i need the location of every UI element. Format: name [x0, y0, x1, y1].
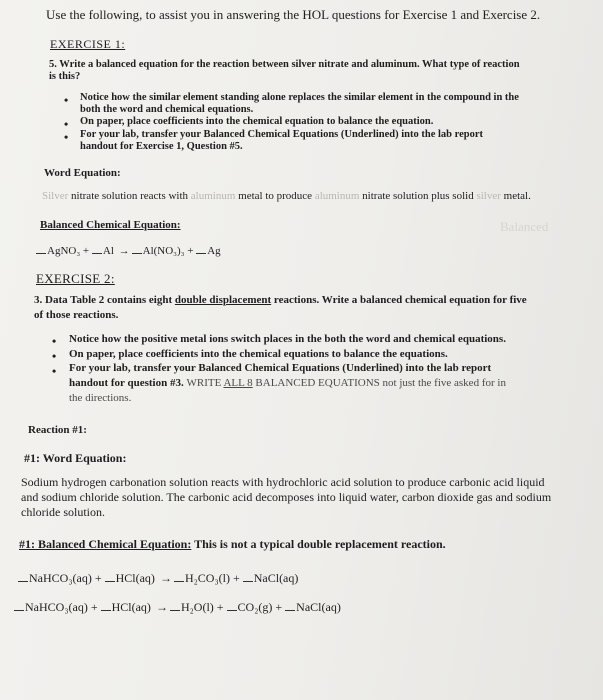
reaction1-paragraph-line2: and sodium chloride solution. The carbonic acid decomposes into liquid water, carbon dioxide gas and sodium: [21, 490, 552, 504]
ex2-bullet-3-line1: For your lab, transfer your Balanced Chemical Equations (Underlined) into the lab report: [69, 362, 492, 374]
ex1-bullet-2-line1: On paper, place coefficients into the chemical equation to balance the equation.: [80, 116, 434, 127]
reaction1-paragraph-line1: Sodium hydrogen carbonation solution reacts with hydrochloric acid solution to produce carbonic acid liquid: [21, 475, 545, 489]
exercise1-question-line2: is this?: [49, 71, 81, 82]
reaction1-equation-1: NaHCO₃(aq) + HCl(aq) → H₂CO₃(l) + NaCl(aq): [18, 571, 298, 586]
instructions-text: Use the following, to assist you in answering the HOL questions for Exercise 1 and Exercise 2.: [46, 7, 541, 22]
bullet-icon: •: [64, 130, 69, 144]
ex1-bullet-3-line2: handout for Exercise 1, Question #5.: [80, 141, 243, 152]
bullet-icon: •: [52, 364, 57, 378]
ex1-bullet-3-line1: For your lab, transfer your Balanced Chemical Equations (Underlined) into the lab report: [80, 129, 483, 140]
word-equation-label: Word Equation:: [44, 167, 121, 179]
exercise1-question-line1: 5. Write a balanced equation for the reaction between silver nitrate and aluminum. What type of reaction: [49, 59, 520, 70]
balanced-equation-label: Balanced Chemical Equation:: [40, 219, 181, 231]
bullet-icon: •: [64, 93, 69, 107]
reaction1-paragraph-line3: chloride solution.: [21, 505, 105, 519]
reaction1-balanced-label: #1: Balanced Chemical Equation: This is not a typical double replacement reaction.: [19, 537, 446, 551]
ex2-bullet-1-line1: Notice how the positive metal ions switch places in the both the word and chemical equations.: [69, 333, 506, 345]
reaction1-word-label: #1: Word Equation:: [24, 451, 127, 465]
ex1-bullet-1-line2: both the word and chemical equations.: [80, 104, 254, 115]
ghost-text: Balanced: [500, 219, 549, 234]
reaction1-equation-2: NaHCO₃(aq) + HCl(aq) → H₂O(l) + CO₂(g) + NaCl(aq): [14, 600, 341, 615]
ex2-bullet-2-line1: On paper, place coefficients into the chemical equations to balance the equations.: [69, 348, 448, 360]
word-equation-text: Silver nitrate solution reacts with aluminum metal to produce aluminum nitrate solution plus solid silver metal.: [42, 190, 531, 202]
exercise2-heading: EXERCISE 2:: [36, 271, 115, 286]
reaction1-heading: Reaction #1:: [28, 424, 87, 436]
bullet-icon: •: [52, 334, 57, 348]
ex2-bullet-3-line2: handout for question #3. WRITE ALL 8 BALANCED EQUATIONS not just the five asked for in: [69, 377, 506, 389]
exercise2-question-line2: of those reactions.: [34, 309, 119, 321]
bullet-icon: •: [52, 349, 57, 363]
ex1-bullet-1-line1: Notice how the similar element standing alone replaces the similar element in the compound in the: [80, 92, 519, 103]
exercise1-equation: AgNO₃ + Al → Al(NO₃)₃ + Ag: [36, 243, 221, 257]
ex2-bullet-3-line3: the directions.: [69, 392, 132, 404]
bullet-icon: •: [64, 117, 69, 131]
exercise2-question-line1: 3. Data Table 2 contains eight double displacement reactions. Write a balanced chemical equation for five: [34, 294, 527, 306]
exercise1-heading: EXERCISE 1:: [50, 37, 126, 51]
